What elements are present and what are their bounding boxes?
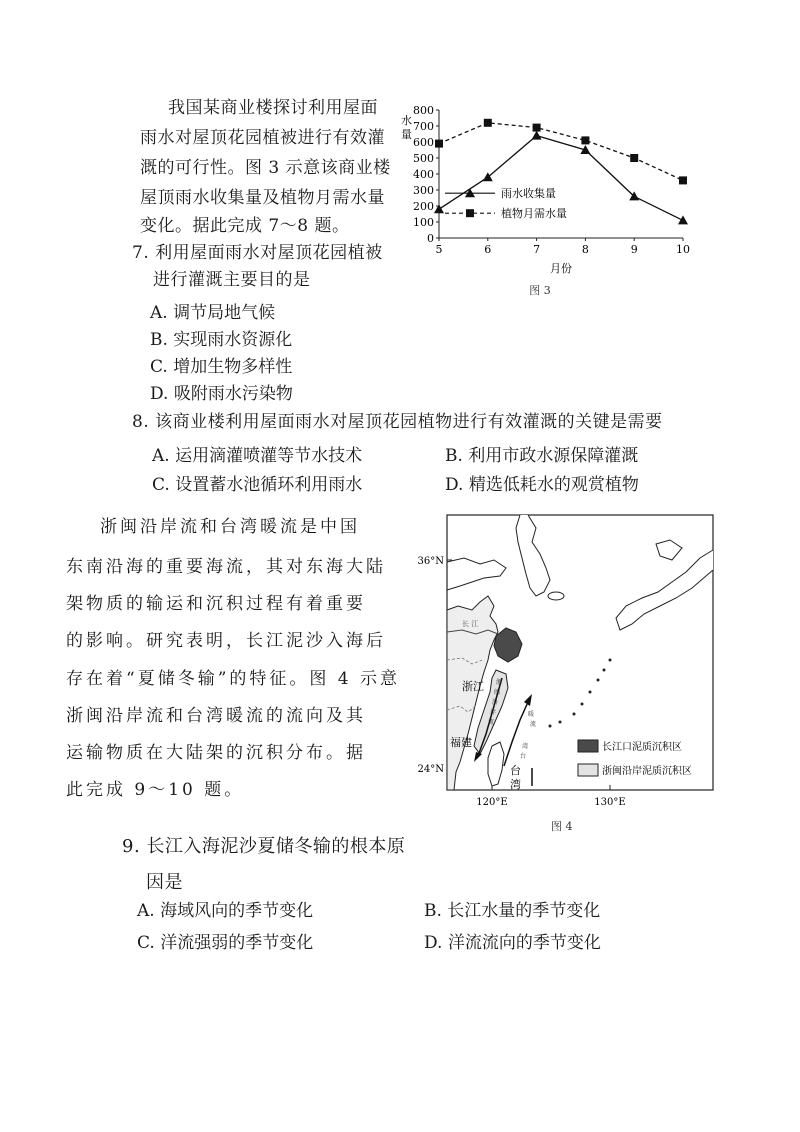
y-tick-label: 100 bbox=[413, 216, 434, 229]
svg-text:台: 台 bbox=[520, 753, 527, 760]
q9-option-a[interactable]: A. 海域风向的季节变化 bbox=[137, 901, 314, 921]
x-tick-label: 6 bbox=[484, 243, 492, 256]
svg-text:流: 流 bbox=[488, 719, 495, 726]
x-tick-label: 5 bbox=[435, 243, 443, 256]
intro1-line: 变化。据此完成 7～8 题。 bbox=[140, 216, 350, 236]
svg-text:流: 流 bbox=[530, 721, 537, 728]
series-1-point bbox=[434, 204, 444, 213]
lon-label-130: 130°E bbox=[594, 797, 626, 808]
series-2-point bbox=[484, 119, 492, 127]
map-caption: 图 4 bbox=[551, 820, 573, 833]
y-axis-label-char: 量 bbox=[401, 128, 412, 141]
q8-option-a[interactable]: A. 运用滴灌喷灌等节水技术 bbox=[152, 446, 363, 466]
legend-swatch-changjiang bbox=[578, 740, 598, 752]
intro2-line: 浙闽沿岸流和台湾暖流是中国 bbox=[100, 517, 360, 537]
q8-stem: 8. 该商业楼利用屋面雨水对屋顶花园植物进行有效灌溉的关键是需要 bbox=[132, 412, 663, 432]
current-map bbox=[410, 510, 720, 810]
y-tick-label: 500 bbox=[413, 152, 434, 165]
svg-text:闽: 闽 bbox=[494, 689, 501, 696]
x-tick-label: 9 bbox=[630, 243, 638, 256]
q8-option-d[interactable]: D. 精选低耗水的观赏植物 bbox=[445, 475, 639, 495]
intro2-line: 架物质的输运和沉积过程有着重要 bbox=[66, 594, 366, 614]
y-tick-label: 300 bbox=[413, 184, 434, 197]
svg-text:湾: 湾 bbox=[522, 743, 529, 750]
intro2-line: 浙闽沿岸流和台湾暖流的流向及其 bbox=[66, 706, 366, 726]
legend-swatch-coastal bbox=[578, 764, 598, 776]
lat-label-24: 24°N bbox=[417, 764, 444, 775]
series-2-point bbox=[679, 176, 687, 184]
y-tick-label: 800 bbox=[413, 104, 434, 117]
q8-option-b[interactable]: B. 利用市政水源保障灌溉 bbox=[445, 446, 639, 466]
q7-stem: 7. 利用屋面雨水对屋顶花园植被 bbox=[132, 243, 383, 263]
series-1-point bbox=[678, 215, 688, 224]
label-fujian: 福建 bbox=[450, 736, 472, 749]
q9-option-b[interactable]: B. 长江水量的季节变化 bbox=[424, 901, 601, 921]
x-axis-label: 月份 bbox=[550, 262, 572, 275]
legend-label-changjiang: 长江口泥质沉积区 bbox=[602, 742, 682, 753]
x-tick-label: 8 bbox=[581, 243, 589, 256]
chart-caption: 图 3 bbox=[529, 284, 551, 297]
y-tick-label: 400 bbox=[413, 168, 434, 181]
intro1-line: 我国某商业楼探讨利用屋面 bbox=[168, 98, 378, 118]
label-changjiang: 长 江 bbox=[462, 620, 479, 628]
lon-label-120: 120°E bbox=[476, 797, 508, 808]
y-tick-label: 200 bbox=[413, 200, 434, 213]
svg-text:浙: 浙 bbox=[496, 679, 503, 686]
q7-option-a[interactable]: A. 调节局地气候 bbox=[150, 303, 276, 323]
intro2-line: 运输物质在大陆架的沉积分布。据 bbox=[66, 743, 366, 763]
q7-option-b[interactable]: B. 实现雨水资源化 bbox=[150, 330, 293, 350]
intro2-line: 东南沿海的重要海流，其对东海大陆 bbox=[66, 557, 386, 577]
series-line-2 bbox=[439, 123, 683, 181]
q7-option-c[interactable]: C. 增加生物多样性 bbox=[150, 357, 293, 377]
q8-option-c[interactable]: C. 设置蓄水池循环利用雨水 bbox=[152, 475, 363, 495]
q9-option-d[interactable]: D. 洋流流向的季节变化 bbox=[424, 933, 601, 953]
legend-label-2: 植物月需水量 bbox=[501, 207, 567, 221]
q9-option-c[interactable]: C. 洋流强弱的季节变化 bbox=[137, 933, 314, 953]
series-2-point bbox=[581, 136, 589, 144]
intro2-line: 存在着“夏储冬输”的特征。图 4 示意 bbox=[66, 669, 401, 689]
legend-label-coastal: 浙闽沿岸泥质沉积区 bbox=[602, 766, 692, 777]
intro1-line: 雨水对屋顶花园植被进行有效灌 bbox=[140, 128, 385, 148]
q7-stem: 进行灌溉主要目的是 bbox=[153, 270, 311, 290]
intro2-line: 此完成 9～10 题。 bbox=[66, 780, 245, 800]
svg-text:沿: 沿 bbox=[492, 699, 499, 706]
x-tick-label: 7 bbox=[533, 243, 541, 256]
series-1-point bbox=[532, 131, 542, 140]
y-tick-label: 0 bbox=[427, 232, 434, 245]
series-2-point bbox=[630, 154, 638, 162]
series-2-point bbox=[533, 124, 541, 132]
svg-text:暖: 暖 bbox=[528, 711, 535, 718]
q9-stem: 因是 bbox=[146, 872, 183, 893]
q7-option-d[interactable]: D. 吸附雨水污染物 bbox=[150, 384, 293, 404]
water-chart bbox=[395, 102, 705, 302]
legend-label-1: 雨水收集量 bbox=[501, 187, 556, 201]
intro1-line: 屋顶雨水收集量及植物月需水量 bbox=[140, 188, 385, 208]
svg-text:岸: 岸 bbox=[490, 709, 497, 716]
y-tick-label: 600 bbox=[413, 136, 434, 149]
label-taiwan-2: 湾 bbox=[510, 778, 521, 791]
y-axis-label-char: 水 bbox=[401, 114, 412, 127]
y-tick-label: 700 bbox=[413, 120, 434, 133]
lat-label-36: 36°N bbox=[417, 556, 444, 567]
label-zhejiang: 浙江 bbox=[462, 680, 484, 693]
legend-marker-2 bbox=[466, 209, 474, 217]
intro1-line: 溉的可行性。图 3 示意该商业楼 bbox=[140, 158, 391, 178]
intro2-line: 的影响。研究表明，长江泥沙入海后 bbox=[66, 631, 386, 651]
label-taiwan-1: 台 bbox=[510, 764, 521, 777]
series-2-point bbox=[435, 140, 443, 148]
x-tick-label: 10 bbox=[676, 243, 690, 256]
q9-stem: 9. 长江入海泥沙夏储冬输的根本原 bbox=[122, 836, 406, 857]
